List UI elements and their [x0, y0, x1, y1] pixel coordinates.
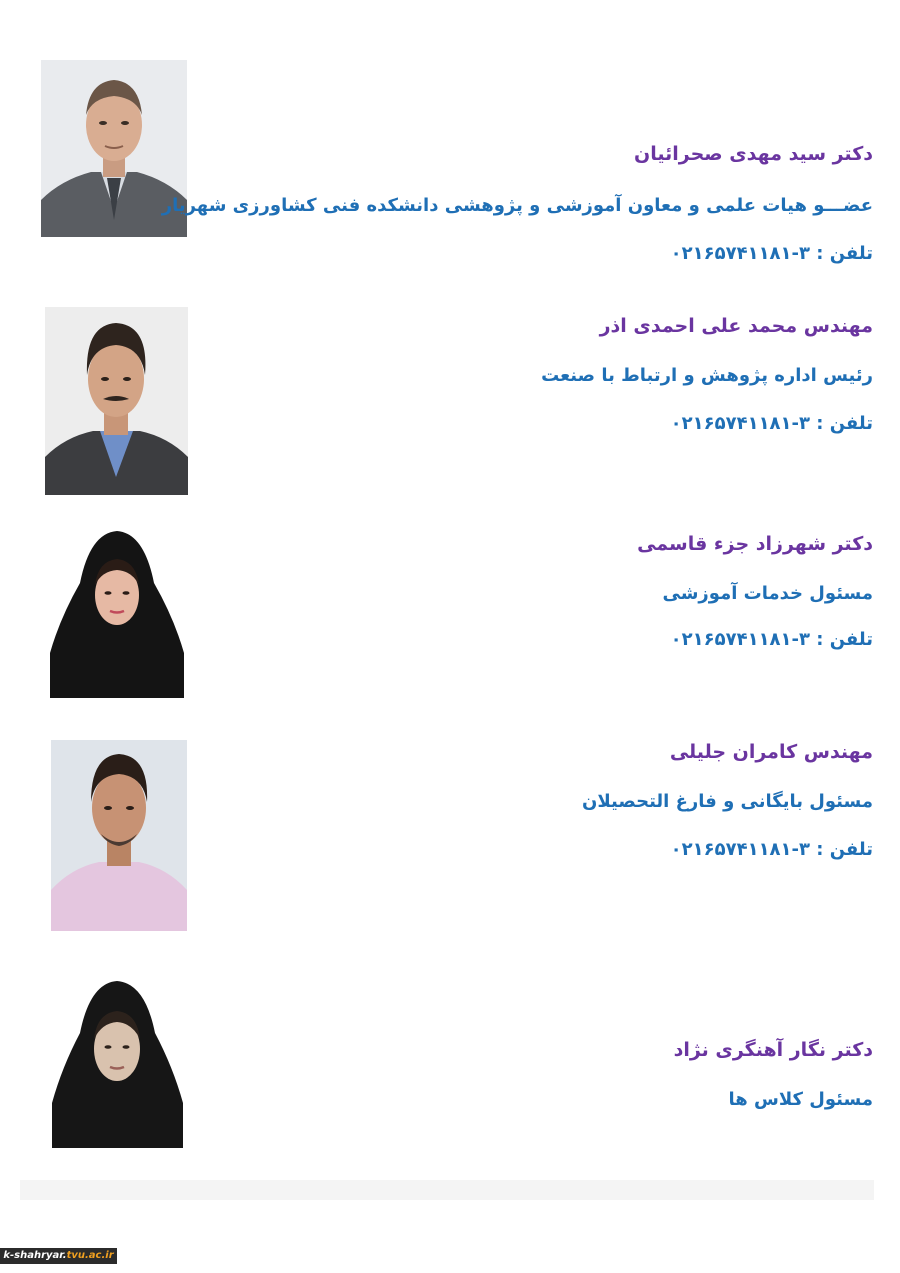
phone-number: ۰۲۱۶۵۷۴۱۱۸۱-۳ [670, 413, 810, 434]
staff-photo-3 [50, 523, 184, 698]
female-portrait-icon [52, 975, 183, 1148]
phone-number: ۰۲۱۶۵۷۴۱۱۸۱-۳ [670, 243, 810, 264]
footer-bar [20, 1180, 874, 1200]
staff-role: مسئول خدمات آموزشی [662, 583, 873, 604]
site-domain: tvu.ac.ir [66, 1250, 114, 1261]
phone-label: تلفن : [816, 243, 873, 264]
site-prefix: k-shahryar. [3, 1250, 67, 1261]
male-portrait-icon [51, 740, 187, 931]
staff-phone [671, 242, 873, 266]
staff-name: دکتر شهرزاد جزء قاسمی [637, 533, 873, 555]
phone-number: ۰۲۱۶۵۷۴۱۱۸۱-۳ [670, 839, 810, 860]
staff-phone [671, 412, 873, 436]
staff-name: مهندس کامران جلیلی [669, 741, 873, 763]
staff-name: دکتر سید مهدی صحرائیان [634, 143, 873, 165]
staff-name: مهندس محمد علی احمدی اذر [599, 315, 873, 337]
staff-role: عضـــو هیات علمی و معاون آموزشی و پژوهشی دانشکده فنی کشاورزی شهریار [161, 195, 873, 216]
staff-photo-2 [45, 307, 188, 495]
staff-phone [671, 628, 873, 652]
phone-label: تلفن : [816, 629, 873, 650]
staff-phone [671, 838, 873, 862]
female-portrait-icon [50, 523, 184, 698]
phone-number: ۰۲۱۶۵۷۴۱۱۸۱-۳ [670, 629, 810, 650]
male-portrait-icon [45, 307, 188, 495]
staff-role: مسئول کلاس ها [728, 1089, 873, 1110]
staff-role: مسئول بایگانی و فارغ التحصیلان [581, 791, 873, 812]
site-url-badge[interactable] [0, 1248, 117, 1264]
staff-role: رئیس اداره پژوهش و ارتباط با صنعت [541, 365, 873, 386]
phone-label: تلفن : [816, 839, 873, 860]
staff-photo-4 [51, 740, 187, 931]
staff-photo-5 [52, 975, 183, 1148]
staff-name: دکتر نگار آهنگری نژاد [673, 1039, 873, 1061]
phone-label: تلفن : [816, 413, 873, 434]
